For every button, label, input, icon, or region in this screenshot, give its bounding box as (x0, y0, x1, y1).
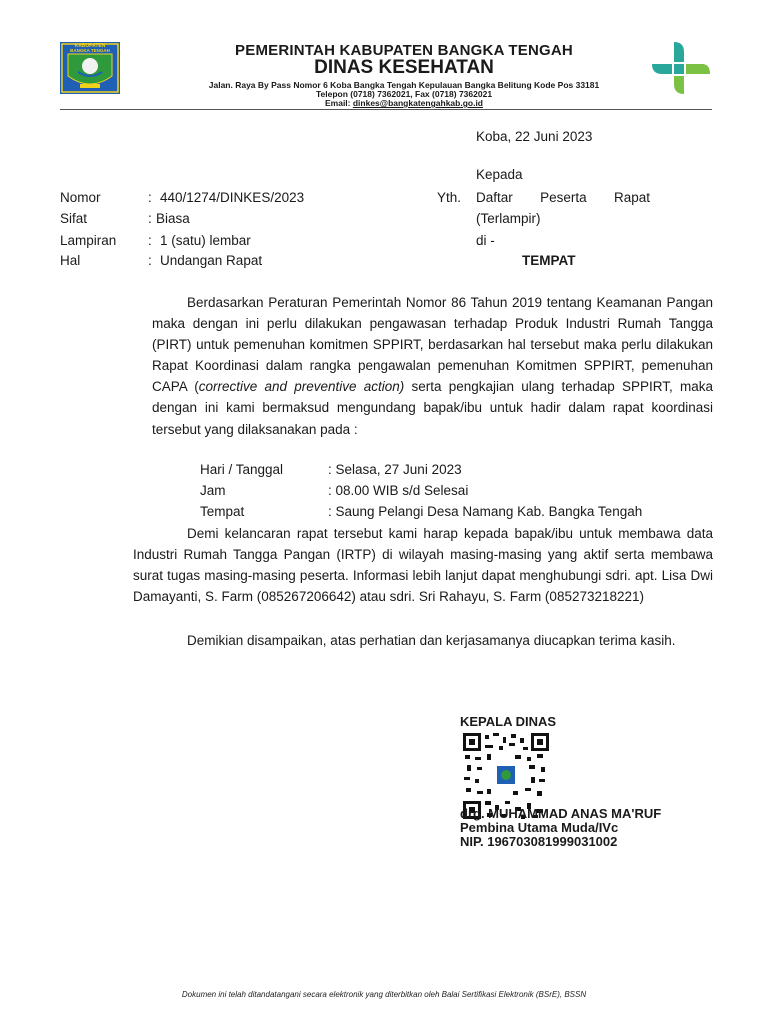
department-name: DINAS KESEHATAN (314, 57, 494, 78)
signatory-nip: NIP. 196703081999031002 (460, 834, 618, 849)
detail-label-place: Tempat (200, 504, 245, 519)
body-paragraph-1-italic: corrective and preventive action) (198, 379, 405, 395)
meta-value-lampiran: 1 (satu) lembar (160, 233, 251, 248)
email-label: Email: (324, 98, 353, 108)
office-email-line (0, 98, 768, 108)
recipient-line-2: (Terlampir) (476, 211, 541, 226)
meta-value-sifat: Biasa (156, 211, 190, 226)
electronic-signature-note: Dokumen ini telah ditandatangani secara elektronik yang diterbitkan oleh Balai Sertifikasi Elektronik (BSrE), BSSN (181, 990, 587, 999)
meta-colon-hal: : (148, 253, 152, 268)
detail-label-date: Hari / Tanggal (200, 462, 284, 477)
government-name: PEMERINTAH KABUPATEN BANGKA TENGAH (235, 42, 573, 59)
office-address: Jalan. Raya By Pass Nomor 6 Koba Bangka Tengah Kepulauan Bangka Belitung Kode Pos 33181 (208, 80, 600, 90)
meta-colon-nomor: : (148, 190, 152, 205)
recipient-yth: Yth. (437, 190, 462, 205)
recipient-line-1 (476, 190, 650, 205)
recipient-word-3: Rapat (613, 190, 650, 205)
body-paragraph-2: Demi kelancaran rapat tersebut kami harap kepada bapak/ibu untuk membawa data Industri Rumah Tangga Pangan (IRTP) di wilayah masing-masing yang aktif serta membawa surat tugas masing-masing peserta. Informasi lebih lanjut dapat menghubungi sdri. apt. Lisa Dwi Damayanti, S. Farm (085267206642) atau sdri. Sri Rahayu, S. Farm (085273218221) (133, 526, 713, 605)
body-paragraph-1-text-a: Berdasarkan Peraturan Pemerintah Nomor 86 Tahun 2019 tentang Keamanan Pangan maka dengan ini perlu dilakukan pengawasan terhadap Produk Industri Rumah Tangga (PIRT) untuk pemenuhan komitmen SPPIRT, berdasarkan hal tersebut maka perlu dilakukan Rapat Koordinasi dalam rangka pengawalan pemenuhan Komitmen SPPIRT, pemenuhan CAPA ( (152, 295, 713, 395)
signatory-name: drg. MUHAMMAD ANAS MA'RUF (460, 806, 662, 821)
meta-label-nomor: Nomor (60, 190, 101, 205)
emblem-text-bottom: BANGKA TENGAH (70, 48, 110, 53)
signature-title: KEPALA DINAS (460, 714, 557, 729)
body-paragraph-1 (152, 292, 713, 440)
meta-colon-sifat: : (148, 211, 152, 226)
emblem-text-top: KABUPATEN (74, 43, 106, 49)
body-paragraph-3: Demikian disampaikan, atas perhatian dan kerjasamanya diucapkan terima kasih. (187, 633, 676, 648)
recipient-line-3: di - (476, 233, 495, 248)
letter-date: Koba, 22 Juni 2023 (476, 129, 593, 144)
detail-label-time: Jam (200, 483, 226, 498)
header-divider (60, 109, 712, 110)
meta-colon-lampiran: : (148, 233, 152, 248)
detail-value-place: : Saung Pelangi Desa Namang Kab. Bangka Tengah (328, 504, 643, 519)
office-phone: Telepon (0718) 7362021, Fax (0718) 7362021 (315, 89, 493, 99)
detail-value-time: : 08.00 WIB s/d Selesai (328, 483, 469, 498)
meta-label-sifat: Sifat (60, 211, 88, 226)
recipient-word-2: Peserta (540, 190, 587, 205)
meta-value-hal: Undangan Rapat (160, 253, 263, 268)
body-paragraph-1-text-b: serta pengkajian ulang terhadap SPPIRT, maka dengan ini kami bermaksud mengundang bapak/ibu untuk hadir dalam rapat koordinasi tersebut yang dilaksanakan pada : (152, 379, 713, 437)
detail-value-date: : Selasa, 27 Juni 2023 (328, 462, 462, 477)
recipient-kepada: Kepada (476, 167, 523, 182)
recipient-place: TEMPAT (522, 253, 576, 268)
meta-label-hal: Hal (60, 253, 81, 268)
signatory-rank: Pembina Utama Muda/IVc (460, 820, 619, 835)
meta-value-nomor: 440/1274/DINKES/2023 (160, 190, 305, 205)
meta-label-lampiran: Lampiran (60, 233, 117, 248)
recipient-word-1: Daftar (476, 190, 513, 205)
email-link[interactable]: dinkes@bangkatengahkab.go.id (352, 98, 484, 108)
